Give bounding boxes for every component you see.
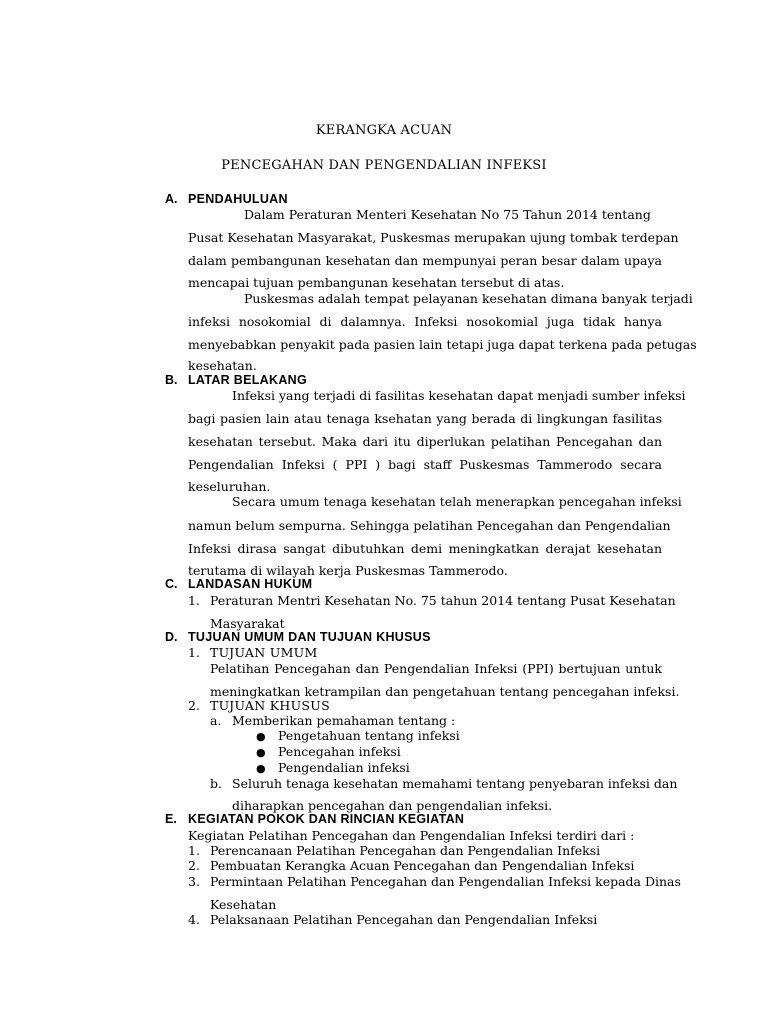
section-d-item-1-title: TUJUAN UMUM <box>210 645 318 660</box>
section-d-bullet-1: Pengetahuan tentang infeksi <box>278 728 460 743</box>
section-a-p1-line-3: dalam pembangunan kesehatan dan mempunyai peran besar dalam upaya <box>188 253 662 268</box>
section-e-label: E. <box>165 812 177 826</box>
section-d-item-2-number: 2. <box>188 698 200 713</box>
section-e-item-3-number: 3. <box>188 874 200 889</box>
section-a-label: A. <box>165 192 178 206</box>
section-e-intro: Kegiatan Pelatihan Pencegahan dan Pengendalian Infeksi terdiri dari : <box>188 828 635 843</box>
section-d-item-1-line-1: Pelatihan Pencegahan dan Pengendalian Infeksi (PPI) bertujuan untuk <box>210 661 662 676</box>
section-b-p1-line-5: keseluruhan. <box>188 479 271 494</box>
section-d-heading: TUJUAN UMUM DAN TUJUAN KHUSUS <box>188 630 431 644</box>
section-e-item-3-cont: Kesehatan <box>210 897 277 912</box>
section-e-item-1-number: 1. <box>188 843 200 858</box>
section-a-p2-line-4: kesehatan. <box>188 358 257 373</box>
section-c-item-1-line-1: Peraturan Mentri Kesehatan No. 75 tahun 2014 tentang Pusat Kesehatan <box>210 593 676 608</box>
section-c-heading: LANDASAN HUKUM <box>188 577 313 591</box>
section-d-sub-a-text: Memberikan pemahaman tentang : <box>232 713 456 728</box>
bullet-icon: ● <box>256 746 266 759</box>
section-b-p2-line-3: Infeksi dirasa sangat dibutuhkan demi meningkatkan derajat kesehatan <box>188 541 662 556</box>
section-a-p1-line-2: Pusat Kesehatan Masyarakat, Puskesmas merupakan ujung tombak terdepan <box>188 230 679 245</box>
section-c-item-1-number: 1. <box>188 593 200 608</box>
section-d-sub-b-line-2: diharapkan pencegahan dan pengendalian infeksi. <box>232 798 553 813</box>
section-d-sub-b-line-1: Seluruh tenaga kesehatan memahami tentang penyebaran infeksi dan <box>232 776 678 791</box>
document-subtitle: PENCEGAHAN DAN PENGENDALIAN INFEKSI <box>221 158 547 173</box>
bullet-icon: ● <box>256 762 266 775</box>
section-a-p2-line-3: menyebabkan penyakit pada pasien lain tetapi juga dapat terkena pada petugas <box>188 337 697 352</box>
section-e-item-2-text: Pembuatan Kerangka Acuan Pencegahan dan Pengendalian Infeksi <box>210 858 635 873</box>
section-e-item-4-number: 4. <box>188 912 200 927</box>
section-d-label: D. <box>165 630 178 644</box>
section-a-p1-line-4: mencapai tujuan pembangunan kesehatan tersebut di atas. <box>188 275 565 290</box>
section-b-p1-line-3: kesehatan tersebut. Maka dari itu diperlukan pelatihan Pencegahan dan <box>188 434 662 449</box>
section-b-p1-line-4: Pengendalian Infeksi ( PPI ) bagi staff Puskesmas Tammerodo secara <box>188 457 662 472</box>
section-b-p1-line-1: Infeksi yang terjadi di fasilitas kesehatan dapat menjadi sumber infeksi <box>232 388 686 403</box>
section-a-p2-line-2: infeksi nosokomial di dalamnya. Infeksi nosokomial juga tidak hanya <box>188 314 662 329</box>
section-e-heading: KEGIATAN POKOK DAN RINCIAN KEGIATAN <box>188 812 465 826</box>
document-title: KERANGKA ACUAN <box>315 123 453 138</box>
section-a-p2-line-1: Puskesmas adalah tempat pelayanan kesehatan dimana banyak terjadi <box>244 291 693 306</box>
section-b-p2-line-1: Secara umum tenaga kesehatan telah menerapkan pencegahan infeksi <box>232 494 682 509</box>
section-b-label: B. <box>165 373 178 387</box>
section-d-item-2-title: TUJUAN KHUSUS <box>210 698 330 713</box>
section-b-p2-line-4: terutama di wilayah kerja Puskesmas Tammerodo. <box>188 563 508 578</box>
section-b-heading: LATAR BELAKANG <box>188 373 308 387</box>
section-d-item-1-line-2: meningkatkan ketrampilan dan pengetahuan tentang pencegahan infeksi. <box>210 684 680 699</box>
section-c-item-1-line-2: Masyarakat <box>210 616 285 631</box>
section-e-item-3-text: Permintaan Pelatihan Pencegahan dan Pengendalian Infeksi kepada Dinas <box>210 874 681 889</box>
section-e-item-2-number: 2. <box>188 858 200 873</box>
section-d-bullet-2: Pencegahan infeksi <box>278 744 401 759</box>
section-d-item-1-number: 1. <box>188 645 200 660</box>
section-b-p1-line-2: bagi pasien lain atau tenaga ksehatan yang berada di lingkungan fasilitas <box>188 411 662 426</box>
section-a-heading: PENDAHULUAN <box>188 192 288 206</box>
bullet-icon: ● <box>256 730 266 743</box>
section-d-bullet-3: Pengendalian infeksi <box>278 760 410 775</box>
section-d-sub-a-label: a. <box>210 713 222 728</box>
section-b-p2-line-2: namun belum sempurna. Sehingga pelatihan Pencegahan dan Pengendalian <box>188 518 671 533</box>
section-e-item-1-text: Perencanaan Pelatihan Pencegahan dan Pengendalian Infeksi <box>210 843 601 858</box>
section-d-sub-b-label: b. <box>210 776 222 791</box>
section-a-p1-line-1: Dalam Peraturan Menteri Kesehatan No 75 Tahun 2014 tentang <box>244 207 651 222</box>
section-c-label: C. <box>165 577 178 591</box>
section-e-item-4-text: Pelaksanaan Pelatihan Pencegahan dan Pengendalian Infeksi <box>210 912 598 927</box>
